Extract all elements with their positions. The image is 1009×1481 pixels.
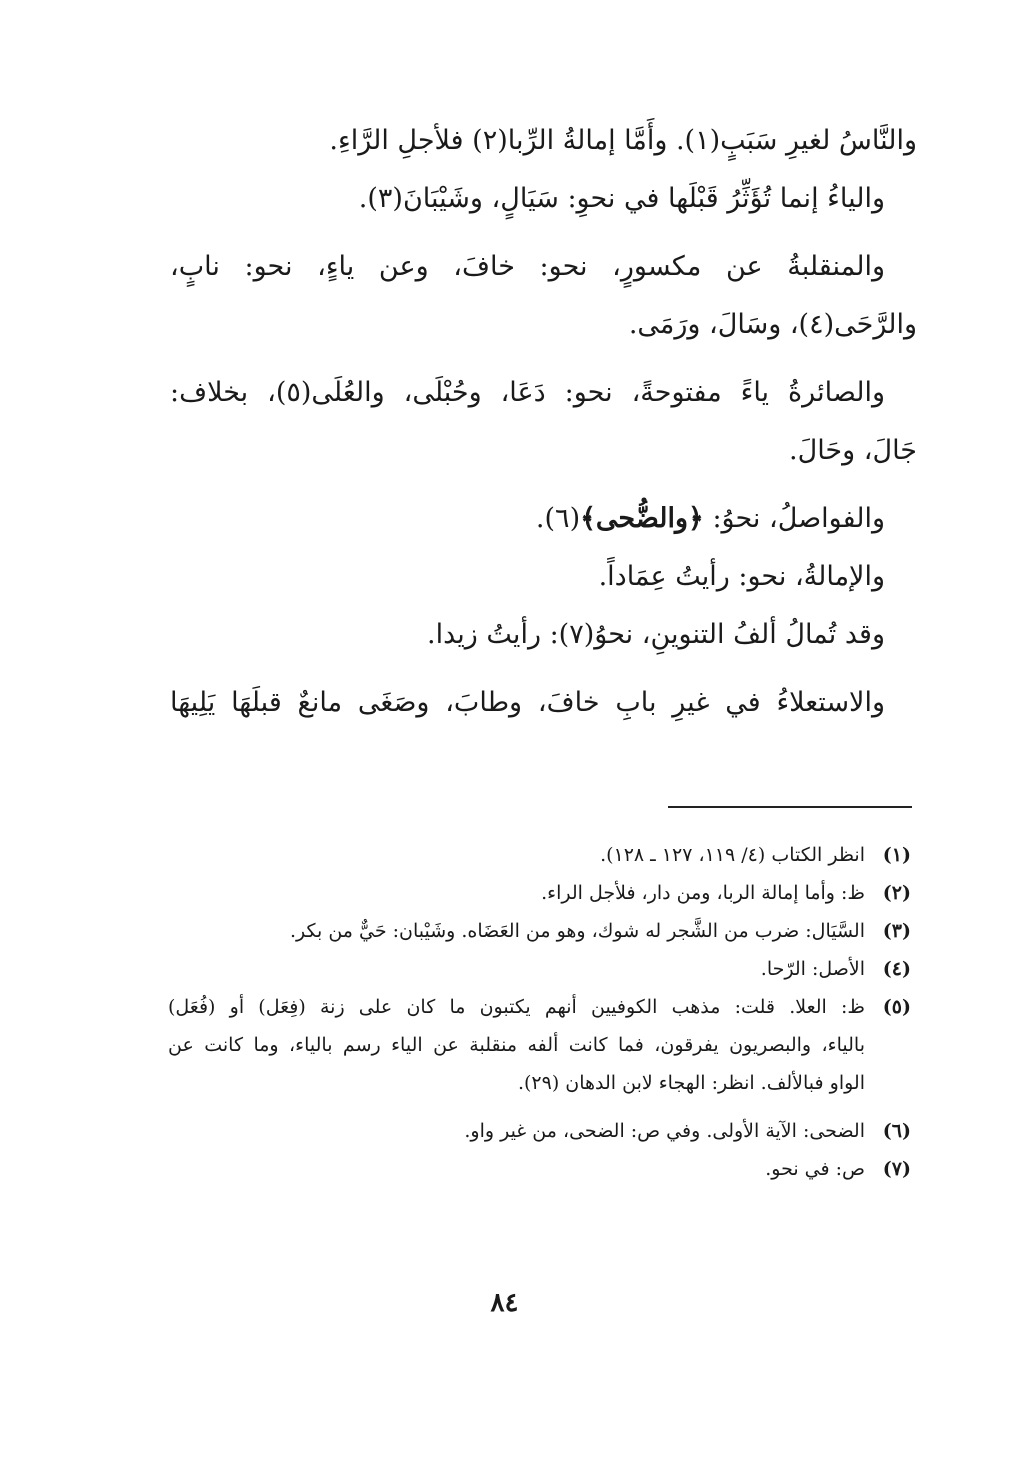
footnote-5-line-1: ظ: العلا. قلت: مذهب الكوفيين أنهم يكتبون ما كان على زنة (فِعَل) أو (فُعَل) <box>168 996 865 1018</box>
footnote-number: (٢) <box>882 882 911 904</box>
main-line-7 <box>170 490 917 548</box>
footnote-number: (١) <box>882 844 911 866</box>
main-line-2: والياءُ إنما تُؤَثِّرُ قَبْلَها في نحوِ: سَيَالٍ، وشَيْبَانَ(٣). <box>358 183 885 214</box>
main-line-4: والرَّحَى(٤)، وسَالَ، ورَمَى. <box>628 309 917 340</box>
footnote-ref-6: (٦). <box>535 503 581 534</box>
footnote-number: (٣) <box>882 920 911 942</box>
footnote-4 <box>168 950 911 988</box>
fawasil-text: والفواصلُ، نحوُ: <box>703 503 885 534</box>
footnote-text: ظ: وأما إمالة الربا، ومن دار، فلأجل الراء. <box>541 882 865 904</box>
footnote-text: ص: في نحو. <box>765 1158 865 1180</box>
main-line-9: وقد تُمالُ ألفُ التنوينِ، نحوُ(٧): رأيتُ زيدا. <box>427 619 885 650</box>
main-line-1: والنَّاسُ لغيرِ سَبَبٍ(١). وأَمَّا إمالةُ الرِّبا(٢) فلأجلِ الرَّاءِ. <box>329 125 917 156</box>
footnote-2 <box>168 874 911 912</box>
footnote-5-line-2: بالياء، والبصريون يفرقون، فما كانت ألفه منقلبة عن الياء رسم بالياء، وما كانت عن <box>168 1034 865 1056</box>
main-line-3: والمنقلبةُ عن مكسورٍ، نحو: خافَ، وعن ياءٍ، نحو: نابٍ، <box>170 251 885 282</box>
main-line-8: والإمالةُ، نحو: رأيتُ عِمَاداً. <box>598 561 885 592</box>
footnote-5 <box>168 988 911 1102</box>
footnote-3 <box>168 912 911 950</box>
footnote-number: (٤) <box>882 958 911 980</box>
footnote-separator <box>668 806 912 808</box>
footnote-text: الأصل: الرّحا. <box>760 958 865 980</box>
footnote-7 <box>168 1150 911 1188</box>
footnote-number: (٥) <box>882 996 911 1018</box>
page-number: ٨٤ <box>490 1288 519 1318</box>
main-line-5: والصائرةُ ياءً مفتوحةً، نحو: دَعَا، وحُبْلَى، والعُلَى(٥)، بخلاف: <box>170 377 885 408</box>
main-line-6: جَالَ، وحَالَ. <box>789 435 917 466</box>
footnote-text <box>168 988 865 1102</box>
footnote-5-line-3: الواو فبالألف. انظر: الهجاء لابن الدهان (٢٩). <box>517 1072 865 1094</box>
main-line-10: والاستعلاءُ في غيرِ بابِ خافَ، وطابَ، وصَغَى مانعٌ قبلَهَا يَلِيهَا <box>170 687 885 718</box>
footnote-text: السَّيَال: ضرب من الشَّجر له شوك، وهو من العَضَاه. وشَيْبان: حَيٌّ من بكر. <box>289 920 865 942</box>
footnote-number: (٧) <box>882 1158 911 1180</box>
footnote-number: (٦) <box>882 1120 911 1142</box>
footnote-1 <box>168 836 911 874</box>
footnote-6 <box>168 1112 911 1150</box>
main-text-block <box>170 112 917 732</box>
footnotes-block <box>168 836 911 1188</box>
quran-quote: ﴿والضُّحى﴾ <box>580 503 704 534</box>
footnote-text: انظر الكتاب (٤/ ١١٩، ١٢٧ ـ ١٢٨). <box>600 844 865 866</box>
footnote-text: الضحى: الآية الأولى. وفي ص: الضحى، من غير واو. <box>464 1120 865 1142</box>
